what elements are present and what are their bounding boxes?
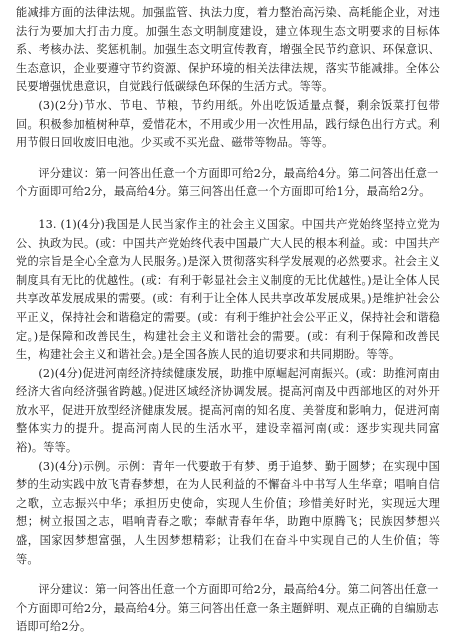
answer-block-12 xyxy=(16,4,440,202)
scoring-note: 评分建议：第一问答出任意一个方面即可给2分，最高给4分。第二问答出任意一个方面即可给2分，最高给4分。第三问答出任意一条主题鲜明、观点正确的自编励志语即可给2分。 xyxy=(16,583,439,634)
answer-paragraph: (3)(2分)节水、节电、节粮，节约用纸。外出吃饭适量点餐，剩余饭菜打包带回。积极参加植树种草，爱惜花木，不用或少用一次性用品，践行绿色出行方式。利用节假日回收废旧电池。少买或不买光盘、磁带等物品。等等。 xyxy=(16,98,440,150)
scoring-note: 评分建议：第一问答出任意一个方面即可给2分，最高给4分。第二问答出任意一个方面即可给2分，最高给4分。第三问答出任意一个方面即可给1分，最高给2分。 xyxy=(16,166,439,199)
answer-paragraph: 能减排方面的法律法规。加强监管、执法力度，着力整治高污染、高耗能企业，对违法行为要加大打击力度。加强生态文明制度建设，建立体现生态文明要求的目标体系、考核办法、奖惩机制。加强生态文明宣传教育，增强全民节约意识、环保意识、生态意识，企业要遵守节约资源、保护环境的相关法律法规，落实节能减排。全体公民要增强忧患意识，自觉践行低碳绿色环保的生活方式。等等。 xyxy=(16,6,440,94)
question-13-part-2-answer: (2)(4分)促进河南经济持续健康发展，助推中原崛起河南振兴。(或：助推河南由经济大省向经济强省跨越。)促进区域经济协调发展。提高河南及中西部地区的对外开放水平，促进开放型经济健康发展。提高河南的知名度、美誉度和影响力，促进河南整体实力的提升。提高河南人民的生活水平，建设幸福河南(或：逐步实现共同富裕)。等等。 xyxy=(16,366,440,455)
answer-block-13 xyxy=(16,216,440,637)
spacer xyxy=(16,202,440,216)
question-13-part-3-answer: (3)(4分)示例。示例：青年一代要敢于有梦、勇于追梦、勤于圆梦；在实现中国梦的生动实践中放飞青春梦想，在为人民利益的不懈奋斗中书写人生华章；唱响自信之歌，立志振兴中华；承担历史使命，实现人生价值；珍惜美好时光，实现远大理想；树立报国之志，唱响青春之歌；奉献青春年华，助跑中原腾飞；民族因梦想兴盛，国家因梦想富强，人生因梦想精彩；让我们在奋斗中实现自己的人生价值；等等。 xyxy=(16,459,440,566)
question-13-part-1-answer: 13. (1)(4分)我国是人民当家作主的社会主义国家。中国共产党始终坚持立党为公、执政为民。(或：中国共产党始终代表中国最广大人民的根本利益。或：中国共产党的宗旨是全心全意为人民服务。)是深入贯彻落实科学发展观的必然要求。社会主义制度具有无比的优越性。(或：有利于彰显社会主义制度的无比优越性。)是让全体人民共享改革发展成果的需要。(或：有利于让全体人民共享改革发展成果。)是维护社会公平正义，保持社会和谐稳定的需要。(或：有利于维护社会公平正义，保持社会和谐稳定。)是保障和改善民生，构建社会主义和谐社会的需要。(或：有利于保障和改善民生，构建社会主义和谐社会。)是全国各族人民的追切要求和共同期盼。等等。 xyxy=(16,217,441,362)
